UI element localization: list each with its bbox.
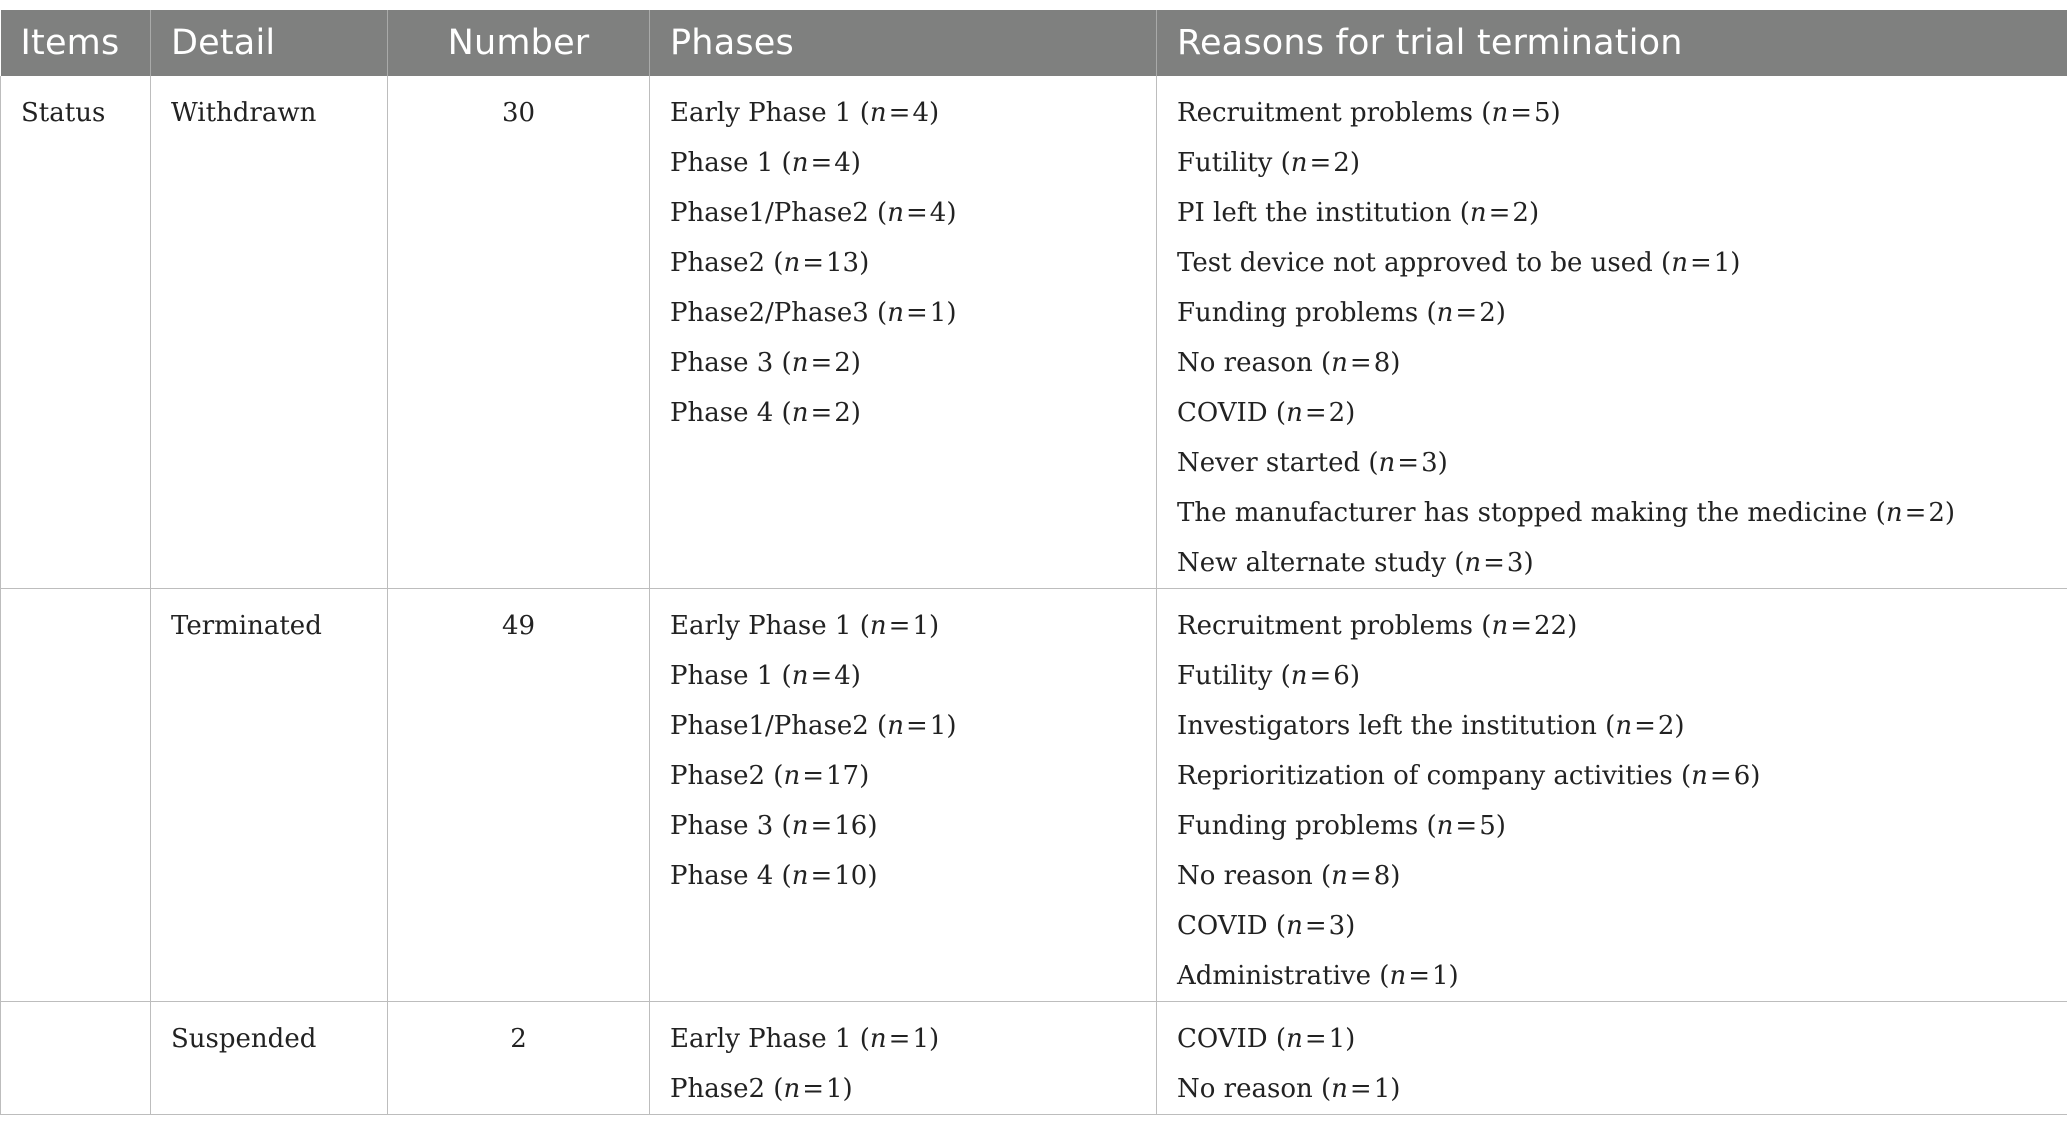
phase-label: Phase 4 [670,398,774,428]
reason-entry: Futility (n=6) [1177,661,1360,691]
reason-entry: COVID (n=1) [1177,1024,1356,1054]
table-header-row [1,10,2067,76]
cell-phases [650,1002,1157,1115]
reason-label: Investigators left the institution [1177,711,1597,741]
reason-entry: The manufacturer has stopped making the medicine (n=2) [1177,498,1956,528]
reason-count: 2 [1328,398,1346,428]
reason-count: 6 [1733,761,1751,791]
header-reasons: Reasons for trial termination [1157,10,2067,76]
cell-number [388,589,650,1002]
phases-list [670,589,1156,901]
phase-label: Phase2 [670,761,766,791]
phase-entry: Phase2 (n=17) [670,761,870,791]
reason-count: 1 [1328,1024,1346,1054]
phase-label: Phase1/Phase2 [670,198,869,228]
reason-label: PI left the institution [1177,198,1452,228]
reason-label: Recruitment problems [1177,98,1474,128]
phase-entry: Phase 4 (n=2) [670,398,861,428]
reason-entry: COVID (n=2) [1177,398,1356,428]
phase-count: 1 [912,611,929,641]
reasons-list [1177,589,2067,1001]
reason-entry: Funding problems (n=2) [1177,298,1506,328]
reason-label: Funding problems [1177,811,1419,841]
reason-count: 5 [1534,98,1551,128]
number-text: 49 [501,611,536,641]
cell-detail [151,76,388,589]
phase-label: Phase2/Phase3 [670,298,869,328]
phase-count: 16 [834,811,868,841]
cell-reasons [1157,76,2067,589]
phase-label: Phase 3 [670,811,774,841]
reason-count: 2 [1479,298,1496,328]
cell-item [1,589,151,1002]
reason-count: 8 [1373,861,1391,891]
reason-count: 22 [1534,611,1568,641]
reason-entry: Administrative (n=1) [1177,961,1459,991]
reason-label: No reason [1177,348,1313,378]
cell-item [1,1002,151,1115]
reason-entry: New alternate study (n=3) [1177,548,1534,578]
phase-count: 4 [834,661,851,691]
phase-count: 4 [929,198,947,228]
reason-label: The manufacturer has stopped making the medicine [1177,498,1868,528]
phase-entry: Phase 3 (n=2) [670,348,861,378]
reason-label: No reason [1177,861,1313,891]
phase-count: 17 [825,761,860,791]
phase-entry: Phase 4 (n=10) [670,861,878,891]
reason-entry: Recruitment problems (n=5) [1177,98,1561,128]
reason-entry: COVID (n=3) [1177,911,1356,941]
number-text: 30 [501,98,536,128]
header-detail: Detail [151,10,388,76]
number-text: 2 [510,1024,527,1054]
header-items: Items [1,10,151,76]
phase-entry: Early Phase 1 (n=1) [670,611,940,641]
phase-count: 4 [912,98,929,128]
phase-entry: Phase1/Phase2 (n=1) [670,711,957,741]
reasons-list [1177,76,2067,588]
trial-status-table-container [0,10,2067,1115]
phase-entry: Phase2 (n=13) [670,248,870,278]
phase-count: 1 [929,711,947,741]
reason-entry: No reason (n=8) [1177,348,1401,378]
reason-count: 2 [1512,198,1529,228]
phase-entry: Phase2 (n=1) [670,1074,853,1104]
item-text [21,1014,150,1064]
reason-count: 3 [1506,548,1524,578]
phase-label: Phase 1 [670,661,774,691]
table-row [1,76,2067,589]
cell-number [388,76,650,589]
phase-label: Phase2 [670,248,766,278]
phases-list [670,76,1156,438]
item-text: Status [21,98,106,128]
cell-phases [650,76,1157,589]
phase-count: 4 [834,148,851,178]
trial-status-table [0,10,2067,1115]
reason-label: Recruitment problems [1177,611,1474,641]
reason-entry: Futility (n=2) [1177,148,1360,178]
reason-label: COVID [1177,398,1268,428]
reason-label: COVID [1177,1024,1268,1054]
phase-count: 1 [825,1074,843,1104]
phase-entry: Phase1/Phase2 (n=4) [670,198,957,228]
detail-text: Suspended [171,1024,317,1054]
phase-label: Phase 4 [670,861,774,891]
reason-entry: Funding problems (n=5) [1177,811,1506,841]
phase-count: 2 [834,398,851,428]
table-body [1,76,2067,1115]
phase-count: 1 [912,1024,929,1054]
reason-count: 3 [1328,911,1346,941]
reason-entry: Test device not approved to be used (n=1) [1177,248,1741,278]
reason-count: 2 [1333,148,1350,178]
reason-count: 3 [1421,448,1438,478]
phase-count: 1 [929,298,947,328]
table-row [1,589,2067,1002]
reason-count: 2 [1928,498,1945,528]
phase-label: Phase1/Phase2 [670,711,869,741]
phase-entry: Phase 3 (n=16) [670,811,878,841]
reason-entry: Never started (n=3) [1177,448,1448,478]
reason-label: No reason [1177,1074,1313,1104]
reason-count: 2 [1657,711,1675,741]
phase-label: Early Phase 1 [670,98,852,128]
phase-entry: Early Phase 1 (n=1) [670,1024,940,1054]
cell-reasons [1157,589,2067,1002]
phase-entry: Phase2/Phase3 (n=1) [670,298,957,328]
table-row [1,1002,2067,1115]
phase-label: Early Phase 1 [670,611,852,641]
reason-count: 8 [1373,348,1391,378]
reason-count: 5 [1479,811,1496,841]
reason-entry: Investigators left the institution (n=2) [1177,711,1685,741]
reason-label: Test device not approved to be used [1177,248,1653,278]
reason-entry: Reprioritization of company activities (n=6) [1177,761,1761,791]
cell-phases [650,589,1157,1002]
reason-label: Futility [1177,148,1273,178]
cell-reasons [1157,1002,2067,1115]
reason-label: Administrative [1177,961,1372,991]
phase-entry: Phase 1 (n=4) [670,148,861,178]
reason-entry: Recruitment problems (n=22) [1177,611,1578,641]
cell-number [388,1002,650,1115]
phase-count: 10 [834,861,868,891]
reason-label: COVID [1177,911,1268,941]
header-phases: Phases [650,10,1157,76]
reason-label: Reprioritization of company activities [1177,761,1673,791]
reason-count: 1 [1431,961,1449,991]
reason-label: Funding problems [1177,298,1419,328]
reason-label: Futility [1177,661,1273,691]
reason-count: 6 [1333,661,1350,691]
header-number: Number [388,10,650,76]
cell-detail [151,1002,388,1115]
reason-count: 1 [1373,1074,1391,1104]
phase-count: 13 [825,248,860,278]
reasons-list [1177,1002,2067,1114]
phase-entry: Phase 1 (n=4) [670,661,861,691]
phase-label: Phase2 [670,1074,766,1104]
item-text [21,601,150,651]
reason-count: 1 [1713,248,1731,278]
reason-entry: No reason (n=8) [1177,861,1401,891]
reason-entry: PI left the institution (n=2) [1177,198,1540,228]
phase-label: Phase 1 [670,148,774,178]
phase-entry: Early Phase 1 (n=4) [670,98,940,128]
cell-detail [151,589,388,1002]
cell-item [1,76,151,589]
phase-count: 2 [834,348,851,378]
phase-label: Phase 3 [670,348,774,378]
detail-text: Withdrawn [171,98,317,128]
detail-text: Terminated [171,611,322,641]
phases-list [670,1002,1156,1114]
reason-entry: No reason (n=1) [1177,1074,1401,1104]
reason-label: Never started [1177,448,1361,478]
phase-label: Early Phase 1 [670,1024,852,1054]
reason-label: New alternate study [1177,548,1446,578]
